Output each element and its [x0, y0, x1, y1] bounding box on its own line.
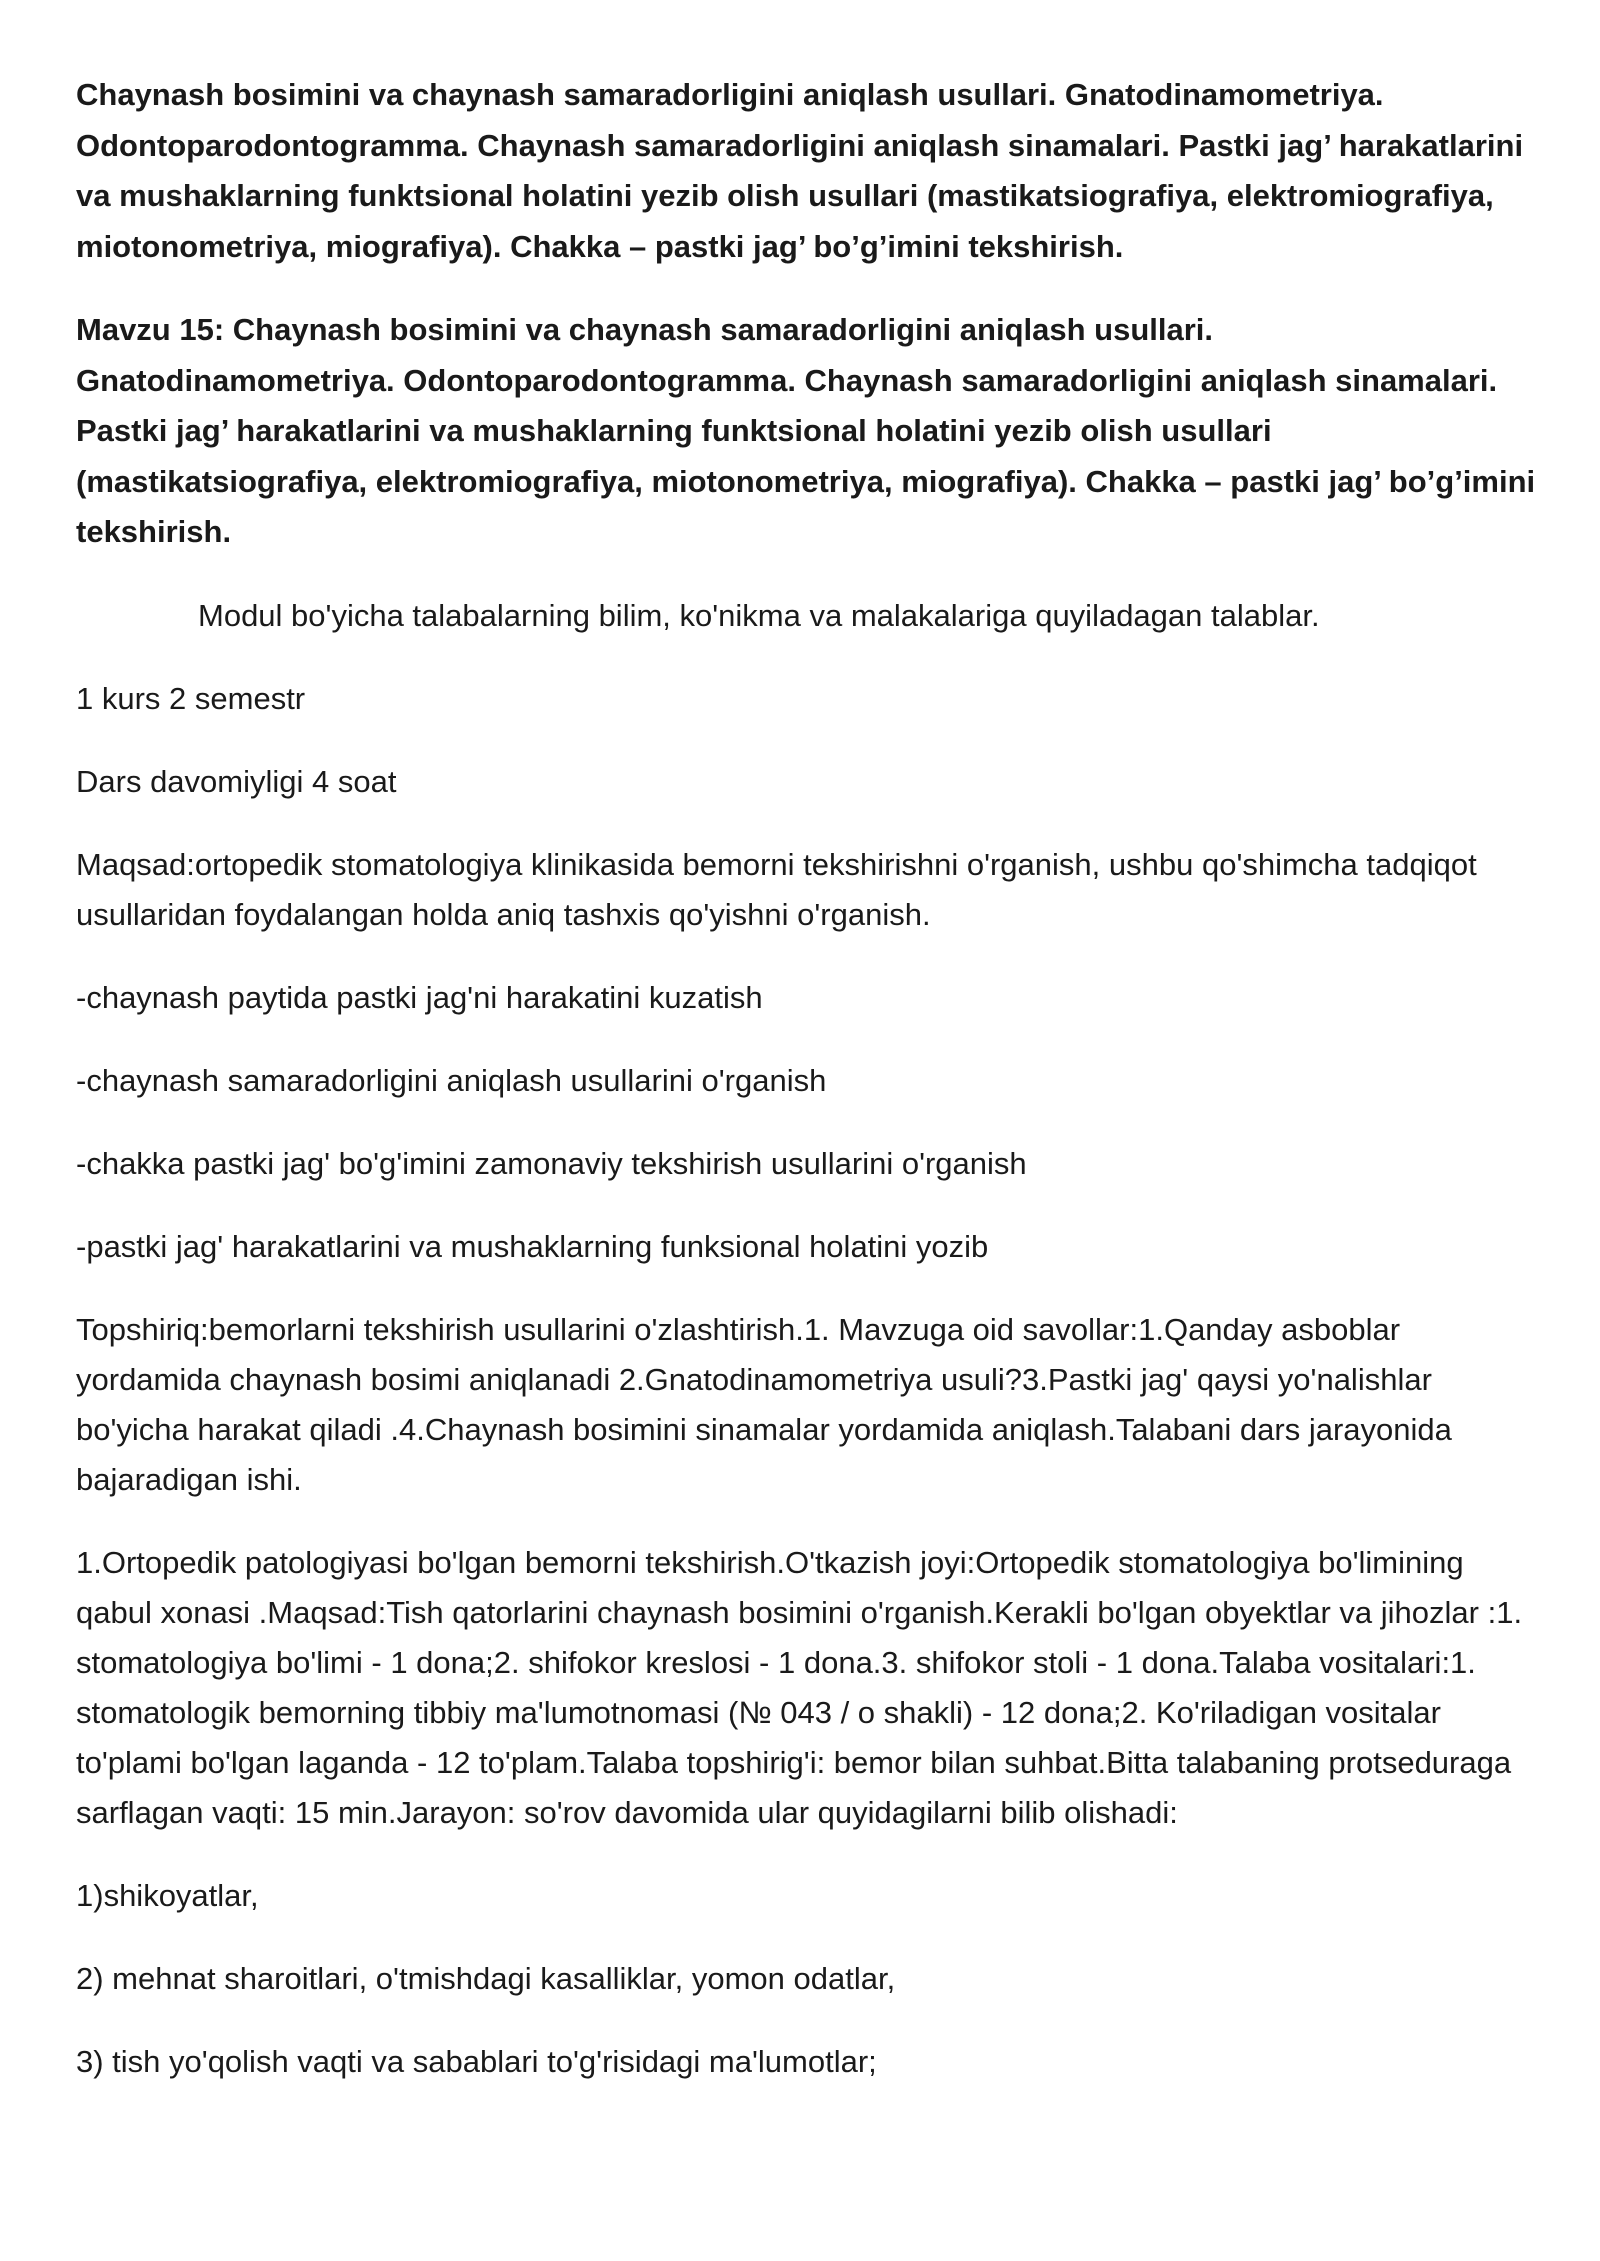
requirements-line: Modul bo'yicha talabalarning bilim, ko'nikma va malakalariga quyiladagan talablar. — [198, 597, 1320, 633]
survey-item: 3) tish yo'qolish vaqti va sabablari to'g'risidagi ma'lumotlar; — [76, 2043, 877, 2079]
task-paragraph: Topshiriq:bemorlarni tekshirish usullarini o'zlashtirish.1. Mavzuga oid savollar:1.Qanday asboblar yordamida chaynash bosimi aniqlanadi 2.Gnatodinamometriya usuli?3.Pastki jag' qaysi yo'nalishlar bo'yicha harakat qiladi .4.Chaynash bosimini sinamalar yordamida aniqlash.Talabani dars jarayonida bajaradigan ishi. — [76, 1311, 1452, 1497]
duration-line: Dars davomiyligi 4 soat — [76, 763, 397, 799]
survey-item: 1)shikoyatlar, — [76, 1877, 259, 1913]
objective-item: -chaynash samaradorligini aniqlash usullarini o'rganish — [76, 1062, 827, 1098]
objective-item: -pastki jag' harakatlarini va mushaklarning funksional holatini yozib — [76, 1228, 989, 1264]
objective-item: -chakka pastki jag' bo'g'imini zamonaviy tekshirish usullarini o'rganish — [76, 1145, 1027, 1181]
topic-heading: Mavzu 15: Chaynash bosimini va chaynash samaradorligini aniqlash usullari. Gnatodinamometriya. Odontoparodontogramma. Chaynash samaradorligini aniqlash sinamalari. Pastki jag’ harakatlarini va mushaklarning funktsional holatini yezib olish usullari (mastikatsiografiya, elektromiografiya, miotonometriya, miografiya). Chakka – pastki jag’ bo’g’imini tekshirish. — [76, 312, 1536, 549]
document-heading: Chaynash bosimini va chaynash samaradorligini aniqlash usullari. Gnatodinamometriya. Odontoparodontogramma. Chaynash samaradorligini aniqlash sinamalari. Pastki jag’ harakatlarini va mushaklarning funktsional holatini yezib olish usullari (mastikatsiografiya, elektromiografiya, miotonometriya, miografiya). Chakka – pastki jag’ bo’g’imini tekshirish. — [76, 77, 1524, 264]
survey-item: 2) mehnat sharoitlari, o'tmishdagi kasalliklar, yomon odatlar, — [76, 1960, 896, 1996]
procedure-paragraph: 1.Ortopedik patologiyasi bo'lgan bemorni tekshirish.O'tkazish joyi:Ortopedik stomatologiya bo'limining qabul xonasi .Maqsad:Tish qatorlarini chaynash bosimini o'rganish.Kerakli bo'lgan obyektlar va jihozlar :1. stomatologiya bo'limi - 1 dona;2. shifokor kreslosi - 1 dona.3. shifokor stoli - 1 dona.Talaba vositalari:1. stomatologik bemorning tibbiy ma'lumotnomasi (№ 043 / o shakli) - 12 dona;2. Ko'riladigan vositalar to'plami bo'lgan laganda - 12 to'plam.Talaba topshirig'i: bemor bilan suhbat.Bitta talabaning protseduraga sarflagan vaqti: 15 min.Jarayon: so'rov davomida ular quyidagilarni bilib olishadi: — [76, 1544, 1523, 1830]
course-line: 1 kurs 2 semestr — [76, 680, 306, 716]
goal-paragraph: Maqsad:ortopedik stomatologiya klinikasida bemorni tekshirishni o'rganish, ushbu qo'shimcha tadqiqot usullaridan foydalangan holda aniq tashxis qo'yishni o'rganish. — [76, 846, 1477, 932]
objective-item: -chaynash paytida pastki jag'ni harakatini kuzatish — [76, 979, 763, 1015]
document-page — [76, 70, 1536, 2120]
